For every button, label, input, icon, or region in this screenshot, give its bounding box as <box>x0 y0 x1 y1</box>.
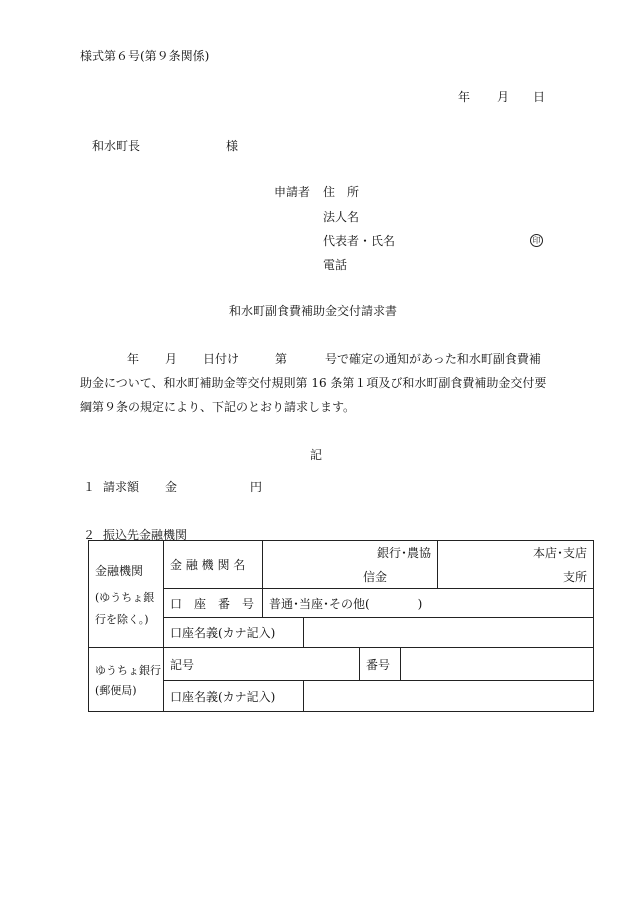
item1-label: 請求額 <box>103 480 140 494</box>
holder2-label: 口座名義(カナ記入) <box>164 681 304 712</box>
body-year: 年 <box>127 352 140 366</box>
body-line2: 助金について、和水町補助金等交付規則第 16 条第１項及び和水町副食費補助金交付要 <box>80 376 547 390</box>
kigo-text: 記号 <box>170 657 195 672</box>
applicant-corporation: 法人名 <box>323 210 360 224</box>
bank-label-cell <box>89 541 164 648</box>
item2-label: 振込先金融機関 <box>103 528 188 542</box>
body-month: 月 <box>165 352 178 366</box>
bank-types-1: 銀行･農協 <box>263 541 438 565</box>
applicant-representative: 代表者・氏名 <box>323 234 396 248</box>
branch-2: 支所 <box>438 565 594 589</box>
bango-label: 番号 <box>360 648 401 681</box>
branch-1: 本店･支店 <box>438 541 594 565</box>
applicant-address: 住 所 <box>323 185 360 199</box>
item2-number: ２ <box>83 528 96 542</box>
seal-mark: 印 <box>530 234 543 247</box>
body-line3: 綱第９条の規定により、下記のとおり請求します。 <box>80 400 356 414</box>
item1-kin: 金 <box>165 480 178 494</box>
bank-note-1: (ゆうちょ銀 <box>95 590 155 604</box>
yucho-label-cell <box>89 648 164 712</box>
body-dated: 日付け <box>203 352 240 366</box>
body-dai: 第 <box>275 352 288 366</box>
applicant-label: 申請者 <box>274 185 311 199</box>
seal-icon <box>530 232 543 247</box>
kigo-label <box>164 648 263 681</box>
date-day: 日 <box>533 90 546 104</box>
holder-field <box>304 618 594 648</box>
form-number: 様式第６号(第９条関係) <box>80 49 210 63</box>
bango-field <box>401 648 594 681</box>
applicant-phone: 電話 <box>323 258 348 272</box>
bank-label: 金融機関 <box>95 563 144 578</box>
holder2-field <box>304 681 594 712</box>
date-year: 年 <box>458 90 471 104</box>
yucho-note: (郵便局) <box>95 683 137 697</box>
kigo-field <box>263 648 360 681</box>
addressee-honorific: 様 <box>226 139 239 153</box>
bank-note-2: 行を除く。) <box>95 612 149 626</box>
date-month: 月 <box>497 90 510 104</box>
institution-name-label: 金 融 機 関 名 <box>164 541 263 589</box>
account-number-label: 口 座 番 号 <box>164 589 263 618</box>
holder-label: 口座名義(カナ記入) <box>164 618 304 648</box>
item1-number: １ <box>83 480 96 494</box>
document-title: 和水町副食費補助金交付請求書 <box>229 304 398 318</box>
item1-yen: 円 <box>250 480 263 494</box>
account-types: 普通･当座･その他( ) <box>263 589 594 618</box>
body-line1-rest: 号で確定の通知があった和水町副食費補 <box>325 352 541 366</box>
bank-table <box>88 540 594 712</box>
yucho-label: ゆうちょ銀行 <box>95 663 161 677</box>
addressee-name: 和水町長 <box>92 139 141 153</box>
bank-types-2: 信金 <box>263 565 438 589</box>
ki-heading: 記 <box>310 448 323 462</box>
